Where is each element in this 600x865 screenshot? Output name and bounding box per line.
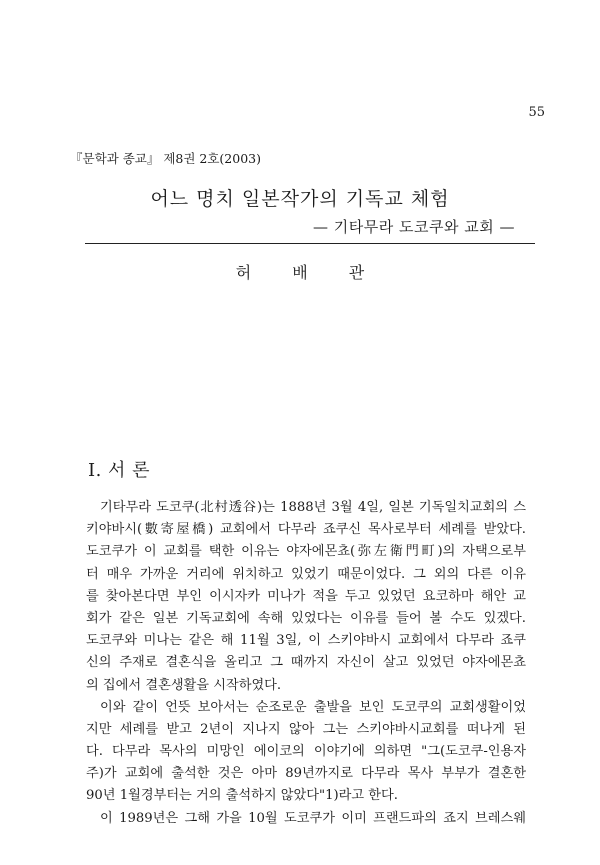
body-line: 의 집에서 결혼생활을 시작하였다. xyxy=(86,677,282,693)
section-heading: I. 서 론 xyxy=(88,460,151,481)
page-number: 55 xyxy=(528,105,545,120)
body-line: 도코쿠와 미나는 같은 해 11월 3일, 이 스키야바시 교회에서 다무라 죠쿠 xyxy=(86,633,526,649)
body-line: 90년 1월경부터는 거의 출석하지 않았다"1)라고 한다. xyxy=(86,788,398,804)
article-title: 어느 명치 일본작가의 기독교 체험 xyxy=(150,188,450,210)
body-line: 도코쿠가 이 교회를 택한 이유는 야자에몬쵸(弥左衛門町)의 자택으로부 xyxy=(86,544,526,560)
body-line: 회가 같은 일본 기독교회에 속해 있었다는 이유를 들어 볼 수도 있겠다. xyxy=(86,610,526,626)
body-line: 다. 다무라 목사의 미망인 에이코의 이야기에 의하면 "그(도코쿠-인용자 xyxy=(86,744,526,760)
body-line: 이 1989년은 그해 가을 10월 도코쿠가 이미 프랜드파의 죠지 브레스웨 xyxy=(100,810,526,826)
body-line: 지만 세례를 받고 2년이 지나지 않아 그는 스키야바시교회를 떠나게 된 xyxy=(86,721,526,737)
body-line: 터 매우 가까운 거리에 위치하고 있었기 때문이었다. 그 외의 다른 이유 xyxy=(86,566,526,582)
journal-citation: 『문학과 종교』 제8권 2호(2003) xyxy=(70,151,261,166)
body-line: 기타무라 도코쿠(北村透谷)는 1888년 3월 4일, 일본 기독일치교회의 스 xyxy=(100,500,526,515)
body-text xyxy=(86,497,526,830)
body-line: 이와 같이 언뜻 보아서는 순조로운 출발을 보인 도코쿠의 교회생활이었 xyxy=(100,699,526,715)
body-line: 를 찾아본다면 부인 이시자카 미나가 적을 두고 있었던 요코하마 해안 교 xyxy=(86,588,526,604)
article-subtitle: — 기타무라 도코쿠와 교회 — xyxy=(313,218,515,236)
title-divider xyxy=(85,243,535,244)
body-line: 키야바시(數寄屋橋) 교회에서 다무라 죠쿠신 목사로부터 세례를 받았다. xyxy=(86,522,526,538)
body-line: 신의 주재로 결혼식을 올리고 그 때까지 자신이 살고 있었던 야자에몬쵸 xyxy=(86,655,526,671)
body-line: 주)가 교회에 출석한 것은 아마 89년까지로 다무라 목사 부부가 결혼한 xyxy=(86,766,526,782)
author-name: 허 배 관 xyxy=(235,263,365,282)
